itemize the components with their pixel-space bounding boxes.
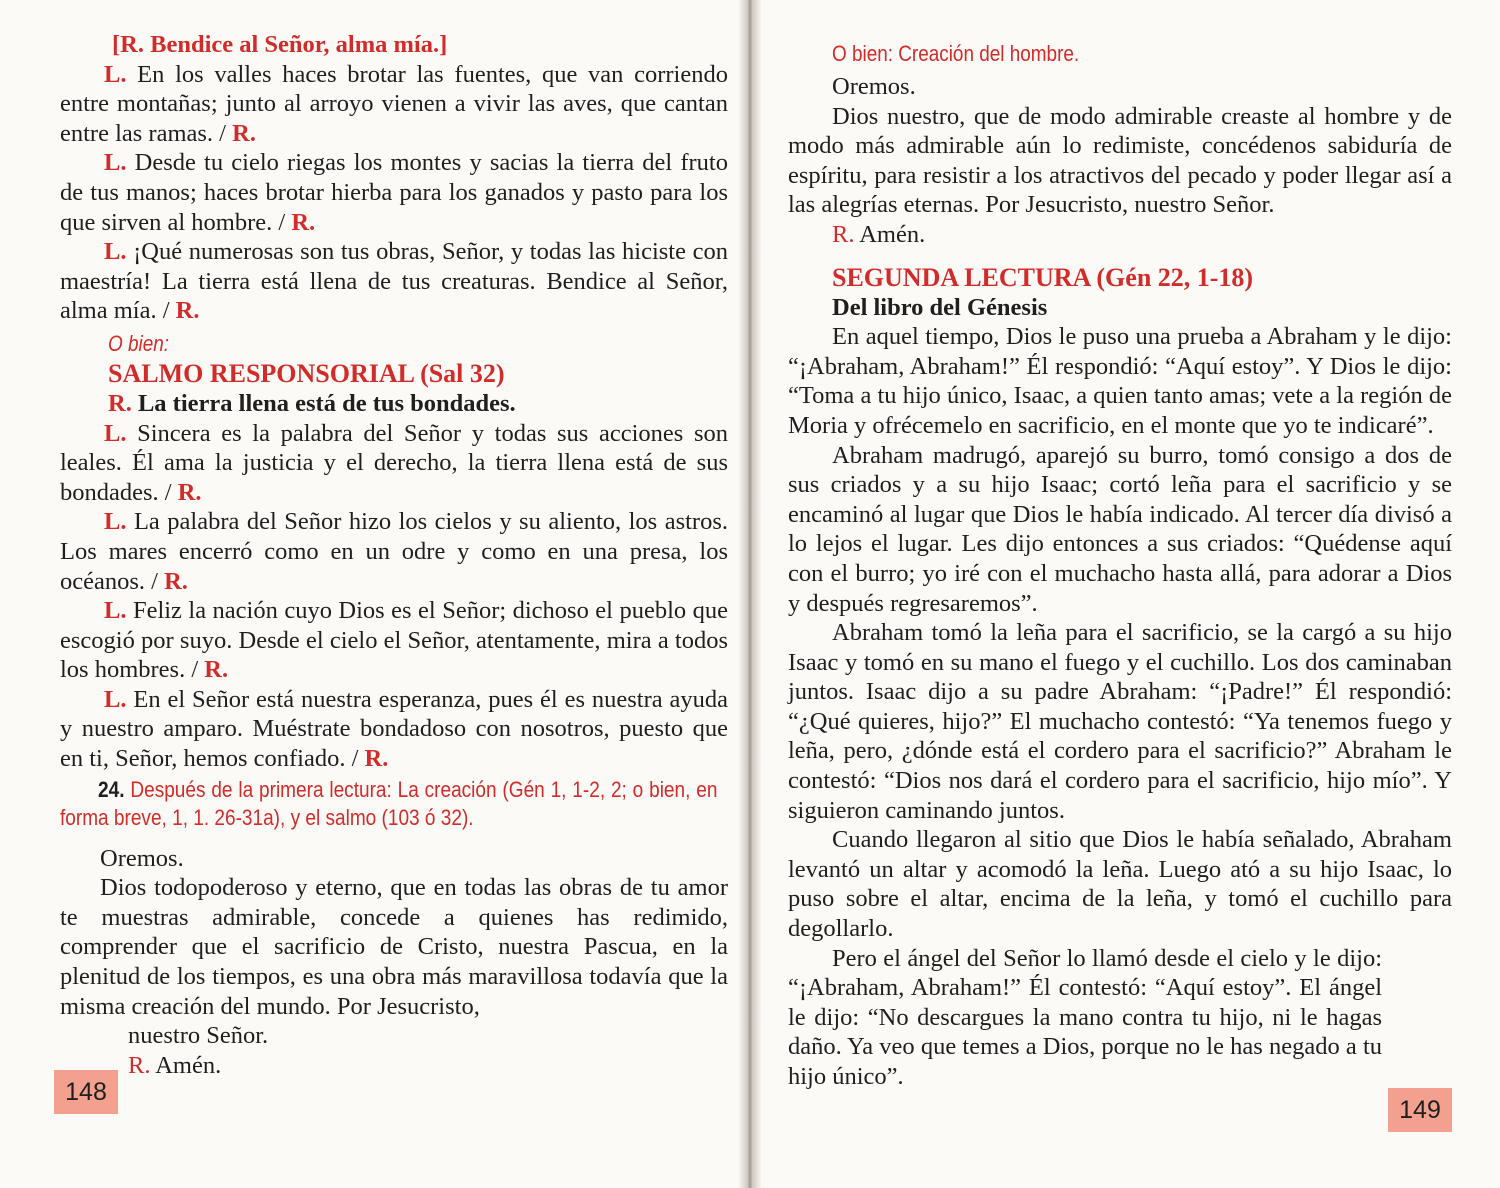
reading-paragraph: Abraham tomó la leña para el sacrificio, se la cargó a su hijo Isaac y tomó en su mano el fuego y el cuchillo. Los dos caminaban juntos. Isaac dijo a su padre Abraham: “¡Padre!” Él respondió: “¿Qué quieres, hijo?” El muchacho contestó: “Ya tenemos fuego y leña, pero, ¿dónde está el cordero para el sacrificio?” Abraham le contestó: “Dios nos dará el cordero para el sacrificio, hijo mío”. Y siguieron caminando juntos. xyxy=(788,619,1452,824)
verse-text: Sincera es la palabra del Señor y todas sus acciones son leales. Él ama la justicia y el derecho, la tierra llena está de sus bondades. / xyxy=(60,419,728,506)
prayer-text: Dios todopoderoso y eterno, que en todas las obras de tu amor te muestras admirable, concede a quienes has redimido, comprender que el sacrificio de Cristo, nuestra Pascua, en la plenitud de los tiempos, es una obra más maravillosa todavía que la misma creación del mundo. Por Jesucristo, xyxy=(60,874,728,1020)
verse-text: La palabra del Señor hizo los cielos y su aliento, los astros. Los mares encerró como en un odre y como en una presa, los océanos. / xyxy=(60,508,728,595)
salmo-title: SALMO RESPONSORIAL (Sal 32) xyxy=(108,358,505,388)
prayer-ending: nuestro Señor. xyxy=(128,1022,269,1050)
response-marker: R. xyxy=(128,1051,151,1079)
verse-paragraph xyxy=(60,507,728,596)
verse-text: En el Señor está nuestra esperanza, pues él es nuestra ayuda y nuestro amparo. Muéstrate bondadoso con nosotros, puesto que en ti, Señor, hemos confiado. / xyxy=(60,685,728,773)
o-bien-label: O bien: Creación del hombre. xyxy=(832,41,1080,66)
responsorial-heading: [R. Bendice al Señor, alma mía.] xyxy=(112,31,448,58)
verse-paragraph xyxy=(60,596,728,685)
response-marker: R. xyxy=(175,297,200,325)
lector-marker: L. xyxy=(104,419,127,447)
o-bien-label: O bien: xyxy=(108,330,170,356)
lector-marker: L. xyxy=(104,597,127,625)
verse-text: Feliz la nación cuyo Dios es el Señor; dichoso el pueblo que escogió por suyo. Desde el cielo el Señor, atentamente, mira a todos los hombres. / xyxy=(60,597,728,684)
verse-text: En los valles haces brotar las fuentes, que van corriendo entre montañas; junto al arroyo vienen a vivir las aves, que cantan entre las ramas. / xyxy=(60,60,728,147)
left-page xyxy=(0,0,746,1188)
verse-paragraph xyxy=(60,148,728,237)
verse-text: Desde tu cielo riegas los montes y sacias la tierra del fruto de tus manos; haces brotar hierba para los ganados y pasto para los que sirven al hombre. / xyxy=(60,149,728,236)
response-marker: R. xyxy=(108,389,132,417)
verse-paragraph xyxy=(60,685,728,774)
verse-paragraph xyxy=(60,237,728,326)
right-page-text xyxy=(788,40,1452,1092)
amen-line: R. Amén. xyxy=(832,220,926,248)
book-title: Del libro del Génesis xyxy=(832,293,1048,321)
book-gutter xyxy=(738,0,762,1188)
response-marker: R. xyxy=(364,745,389,773)
verse-paragraph xyxy=(60,60,728,149)
response-text: La tierra llena está de tus bondades. xyxy=(131,389,516,417)
note-number: 24. xyxy=(98,776,125,802)
note-text: Después de la primera lectura: La creación (Gén 1, 1-2, 2; o bien, en forma breve, 1, 1. 26-31a), y el salmo (103 ó 32). xyxy=(60,776,718,830)
lector-marker: L. xyxy=(104,685,127,713)
response-marker: R. xyxy=(232,119,256,147)
response-marker: R. xyxy=(832,220,855,248)
verse-text: ¡Qué numerosas son tus obras, Señor, y todas las hiciste con maestría! La tierra está llena de tus creaturas. Bendice al Señor, alma mía. / xyxy=(60,238,728,325)
amen-line: R. Amén. xyxy=(128,1051,222,1079)
lector-marker: L. xyxy=(104,238,127,266)
reading-paragraph: Abraham madrugó, aparejó su burro, tomó consigo a dos de sus criados y a su hijo Isaac; cortó leña para el sacrificio y se encaminó al lugar que Dios le había indicado. Al tercer día divisó a lo lejos el lugar. Les dijo entonces a sus criados: “Quédense aquí con el burro; yo iré con el muchacho hasta allá, para adorar a Dios y después regresaremos”. xyxy=(788,441,1452,617)
lector-marker: L. xyxy=(104,60,127,88)
rubric-note xyxy=(60,776,728,832)
lector-marker: L. xyxy=(104,508,127,536)
response-marker: R. xyxy=(291,208,316,236)
reading-paragraph: Cuando llegaron al sitio que Dios le había señalado, Abraham levantó un altar y acomodó la leña. Luego ató a su hijo Isaac, lo puso sobre el altar, encima de la leña, y tomó el cuchillo para degollarlo. xyxy=(788,826,1452,943)
salmo-response xyxy=(60,389,728,419)
page-number: 149 xyxy=(1388,1088,1452,1132)
verse-paragraph xyxy=(60,419,728,508)
reading-paragraph: En aquel tiempo, Dios le puso una prueba a Abraham y le dijo: “¡Abraham, Abraham!” Él respondió: “Aquí estoy”. Y Dios le dijo: “Toma a tu hijo único, Isaac, a quien tanto amas; vete a la región de Moria y ofrécemelo en sacrificio, en el monte que yo te indicaré”. xyxy=(788,323,1452,439)
response-marker: R. xyxy=(164,567,188,595)
lector-marker: L. xyxy=(104,149,127,177)
left-page-text xyxy=(60,30,728,1080)
reading-paragraph: Pero el ángel del Señor lo llamó desde el cielo y le dijo: “¡Abraham, Abraham!” Él contestó: “Aquí estoy”. El ángel le dijo: “No descargues la mano contra tu hijo, ni le hagas daño. Ya veo que temes a Dios, porque no le has negado a tu hijo único”. xyxy=(788,944,1382,1090)
prayer-text: Dios nuestro, que de modo admirable creaste al hombre y de modo más admirable aún lo redimiste, concédenos sabiduría de espíritu, para resistir a los atractivos del pecado y poder llegar así a las alegrías eternas. Por Jesucristo, nuestro Señor. xyxy=(788,102,1452,219)
oremos-label: Oremos. xyxy=(100,844,184,872)
response-marker: R. xyxy=(204,656,229,684)
reading-title: SEGUNDA LECTURA (Gén 22, 1-18) xyxy=(832,262,1254,292)
oremos-label: Oremos. xyxy=(832,73,916,100)
response-marker: R. xyxy=(177,478,202,506)
page-number: 148 xyxy=(54,1070,118,1114)
